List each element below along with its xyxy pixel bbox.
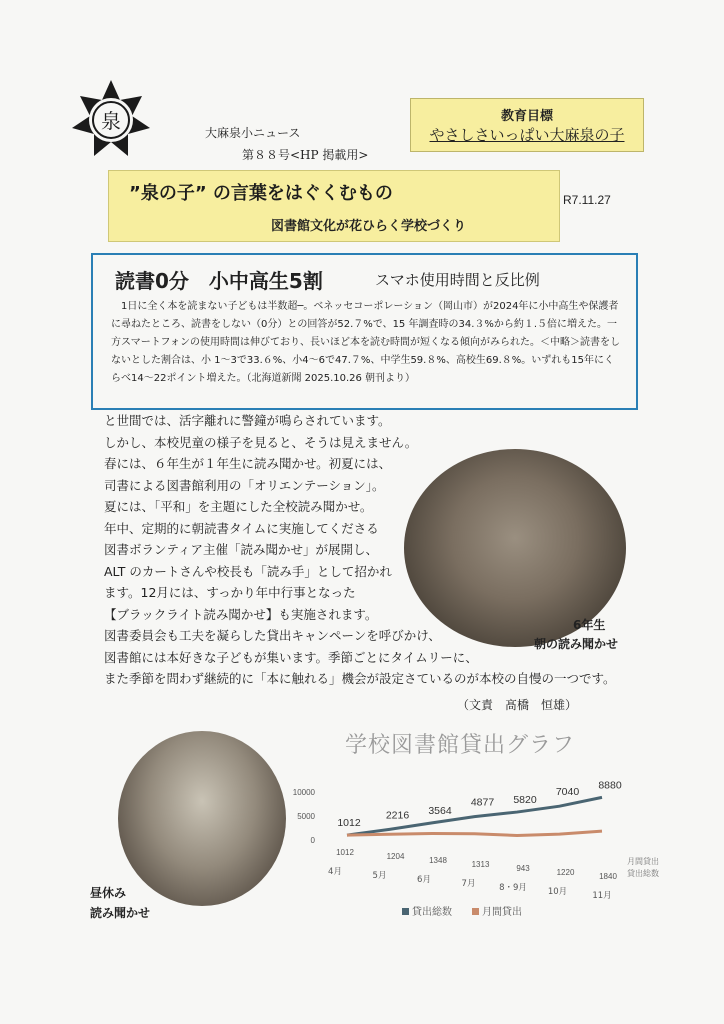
school-emblem	[70, 78, 152, 160]
y-tick-label: 0	[310, 836, 315, 845]
body-line: 【ブラックライト読み聞かせ】も実施されます。	[104, 606, 378, 622]
legend-label: 月間貸出	[482, 907, 522, 918]
photo2-label-caption: 読み聞かせ	[90, 906, 151, 920]
legend-swatch	[472, 908, 479, 915]
data-label-monthly: 1012	[336, 848, 354, 857]
body-line: ます。12月には、すっかり年中行事となった	[104, 585, 356, 600]
legend-label: 貸出総数	[412, 907, 452, 918]
lending-chart	[282, 770, 682, 920]
x-tick-label: 7月	[461, 879, 476, 889]
photo1-label-caption: 朝の読み聞かせ	[534, 637, 619, 651]
data-label-total: 7040	[555, 786, 580, 799]
body-line: ALT のカートさんや校長も「読み手」として招かれ	[104, 563, 392, 579]
body-line: 春には、６年生が１年生に読み聞かせ。初夏には、	[104, 456, 392, 471]
side-label: 貸出総数	[627, 869, 659, 878]
data-label-total: 3564	[428, 804, 452, 817]
newsletter-title: 大麻泉小ニュース	[205, 126, 301, 140]
data-label-monthly: 1840	[599, 872, 617, 881]
photo1-label-grade: 6年生	[573, 618, 606, 632]
newspaper-quote-box	[91, 253, 638, 410]
headline-box	[108, 170, 560, 242]
lunch-reading-photo	[118, 731, 286, 906]
article-subheading: スマホ使用時間と反比例	[375, 271, 540, 289]
body-line: 年中、定期的に朝読書タイムに実施してくださる	[104, 520, 379, 536]
body-line: 図書館には本好きな子どもが集います。季節ごとにタイムリーに、	[104, 649, 478, 665]
data-label-total: 1012	[337, 817, 361, 830]
x-tick-label: 5月	[372, 871, 387, 881]
issue-number: 第８８号<HP 掲載用>	[242, 148, 369, 162]
headline-subtitle: 図書館文化が花ひらく学校づくり	[271, 219, 467, 234]
body-line: また季節を問わず継続的に「本に触れる」機会が設定さているのが本校の自慢の一つです。	[104, 671, 616, 686]
body-line: 夏には、「平和」を主題にした全校読み聞かせ。	[104, 499, 373, 514]
data-label-monthly: 1204	[386, 852, 405, 861]
issue-date: R7.11.27	[563, 193, 611, 207]
body-line: 図書ボランティア主催「読み聞かせ」が展開し、	[104, 542, 379, 557]
headline-title: ”泉の子” の言葉をはぐくむもの	[129, 183, 393, 204]
side-label: 月間貸出	[627, 857, 659, 866]
series-line-monthly	[347, 831, 602, 835]
x-tick-label: 6月	[417, 875, 431, 885]
y-tick-label: 10000	[292, 788, 315, 797]
data-label-monthly: 1220	[556, 868, 575, 877]
article-heading: 読書0分 小中高生5割	[115, 269, 323, 293]
x-tick-label: 10月	[547, 887, 568, 897]
photo2-label-time: 昼休み	[90, 886, 127, 900]
article-body: 1日に全く本を読まない子どもは半数超─。ベネッセコーポレーション（岡山市）が2024年に小中高生や保護者に尋ねたところ、読書をしない（0分）との回答が52.７%で、15 年調査時の34.３%から約１.５倍に増えた。一方スマートフォンの使用時間は伸びており、長いほど本を読む時間が短くなる傾向がみられた。＜中略＞読書をしないとした割合は、小 1〜3で33.６%、小4〜6で47.７%、中学生59.８%、高校生69.８%。いずれも15年にくらべ14〜22ポイント増えた。（北海道新聞 2025.10.26 朝刊より）	[111, 301, 620, 384]
body-line: しかし、本校児童の様子を見ると、そうは見えません。	[104, 434, 418, 450]
goal-text: やさしさいっぱい大麻泉の子	[429, 126, 625, 144]
data-label-total: 5820	[513, 794, 537, 807]
body-line: 司書による図書館利用の「オリエンテーション」。	[104, 477, 385, 493]
data-label-total: 2216	[385, 809, 410, 822]
data-label-monthly: 1313	[471, 860, 490, 869]
chart-title: 学校図書館貸出グラフ	[345, 733, 576, 758]
x-tick-label: 8・9月	[499, 883, 527, 893]
legend-swatch	[402, 908, 409, 915]
data-label-total: 8880	[598, 779, 622, 792]
goal-title: 教育目標	[500, 109, 553, 124]
data-label-monthly: 1348	[429, 856, 447, 865]
education-goal-box	[410, 98, 644, 152]
data-label-total: 4877	[470, 796, 495, 809]
body-line: 図書委員会も工夫を凝らした貸出キャンペーンを呼びかけ、	[104, 628, 441, 643]
emblem-text: 泉	[101, 109, 121, 133]
data-label-monthly: 943	[516, 864, 530, 873]
y-tick-label: 5000	[297, 812, 315, 821]
body-line: と世間では、活字離れに警鐘が鳴らされています。	[104, 413, 391, 428]
author-credit: （文責 髙橋 恒雄）	[457, 698, 578, 712]
x-tick-label: 4月	[328, 867, 342, 877]
x-tick-label: 11月	[592, 891, 612, 901]
